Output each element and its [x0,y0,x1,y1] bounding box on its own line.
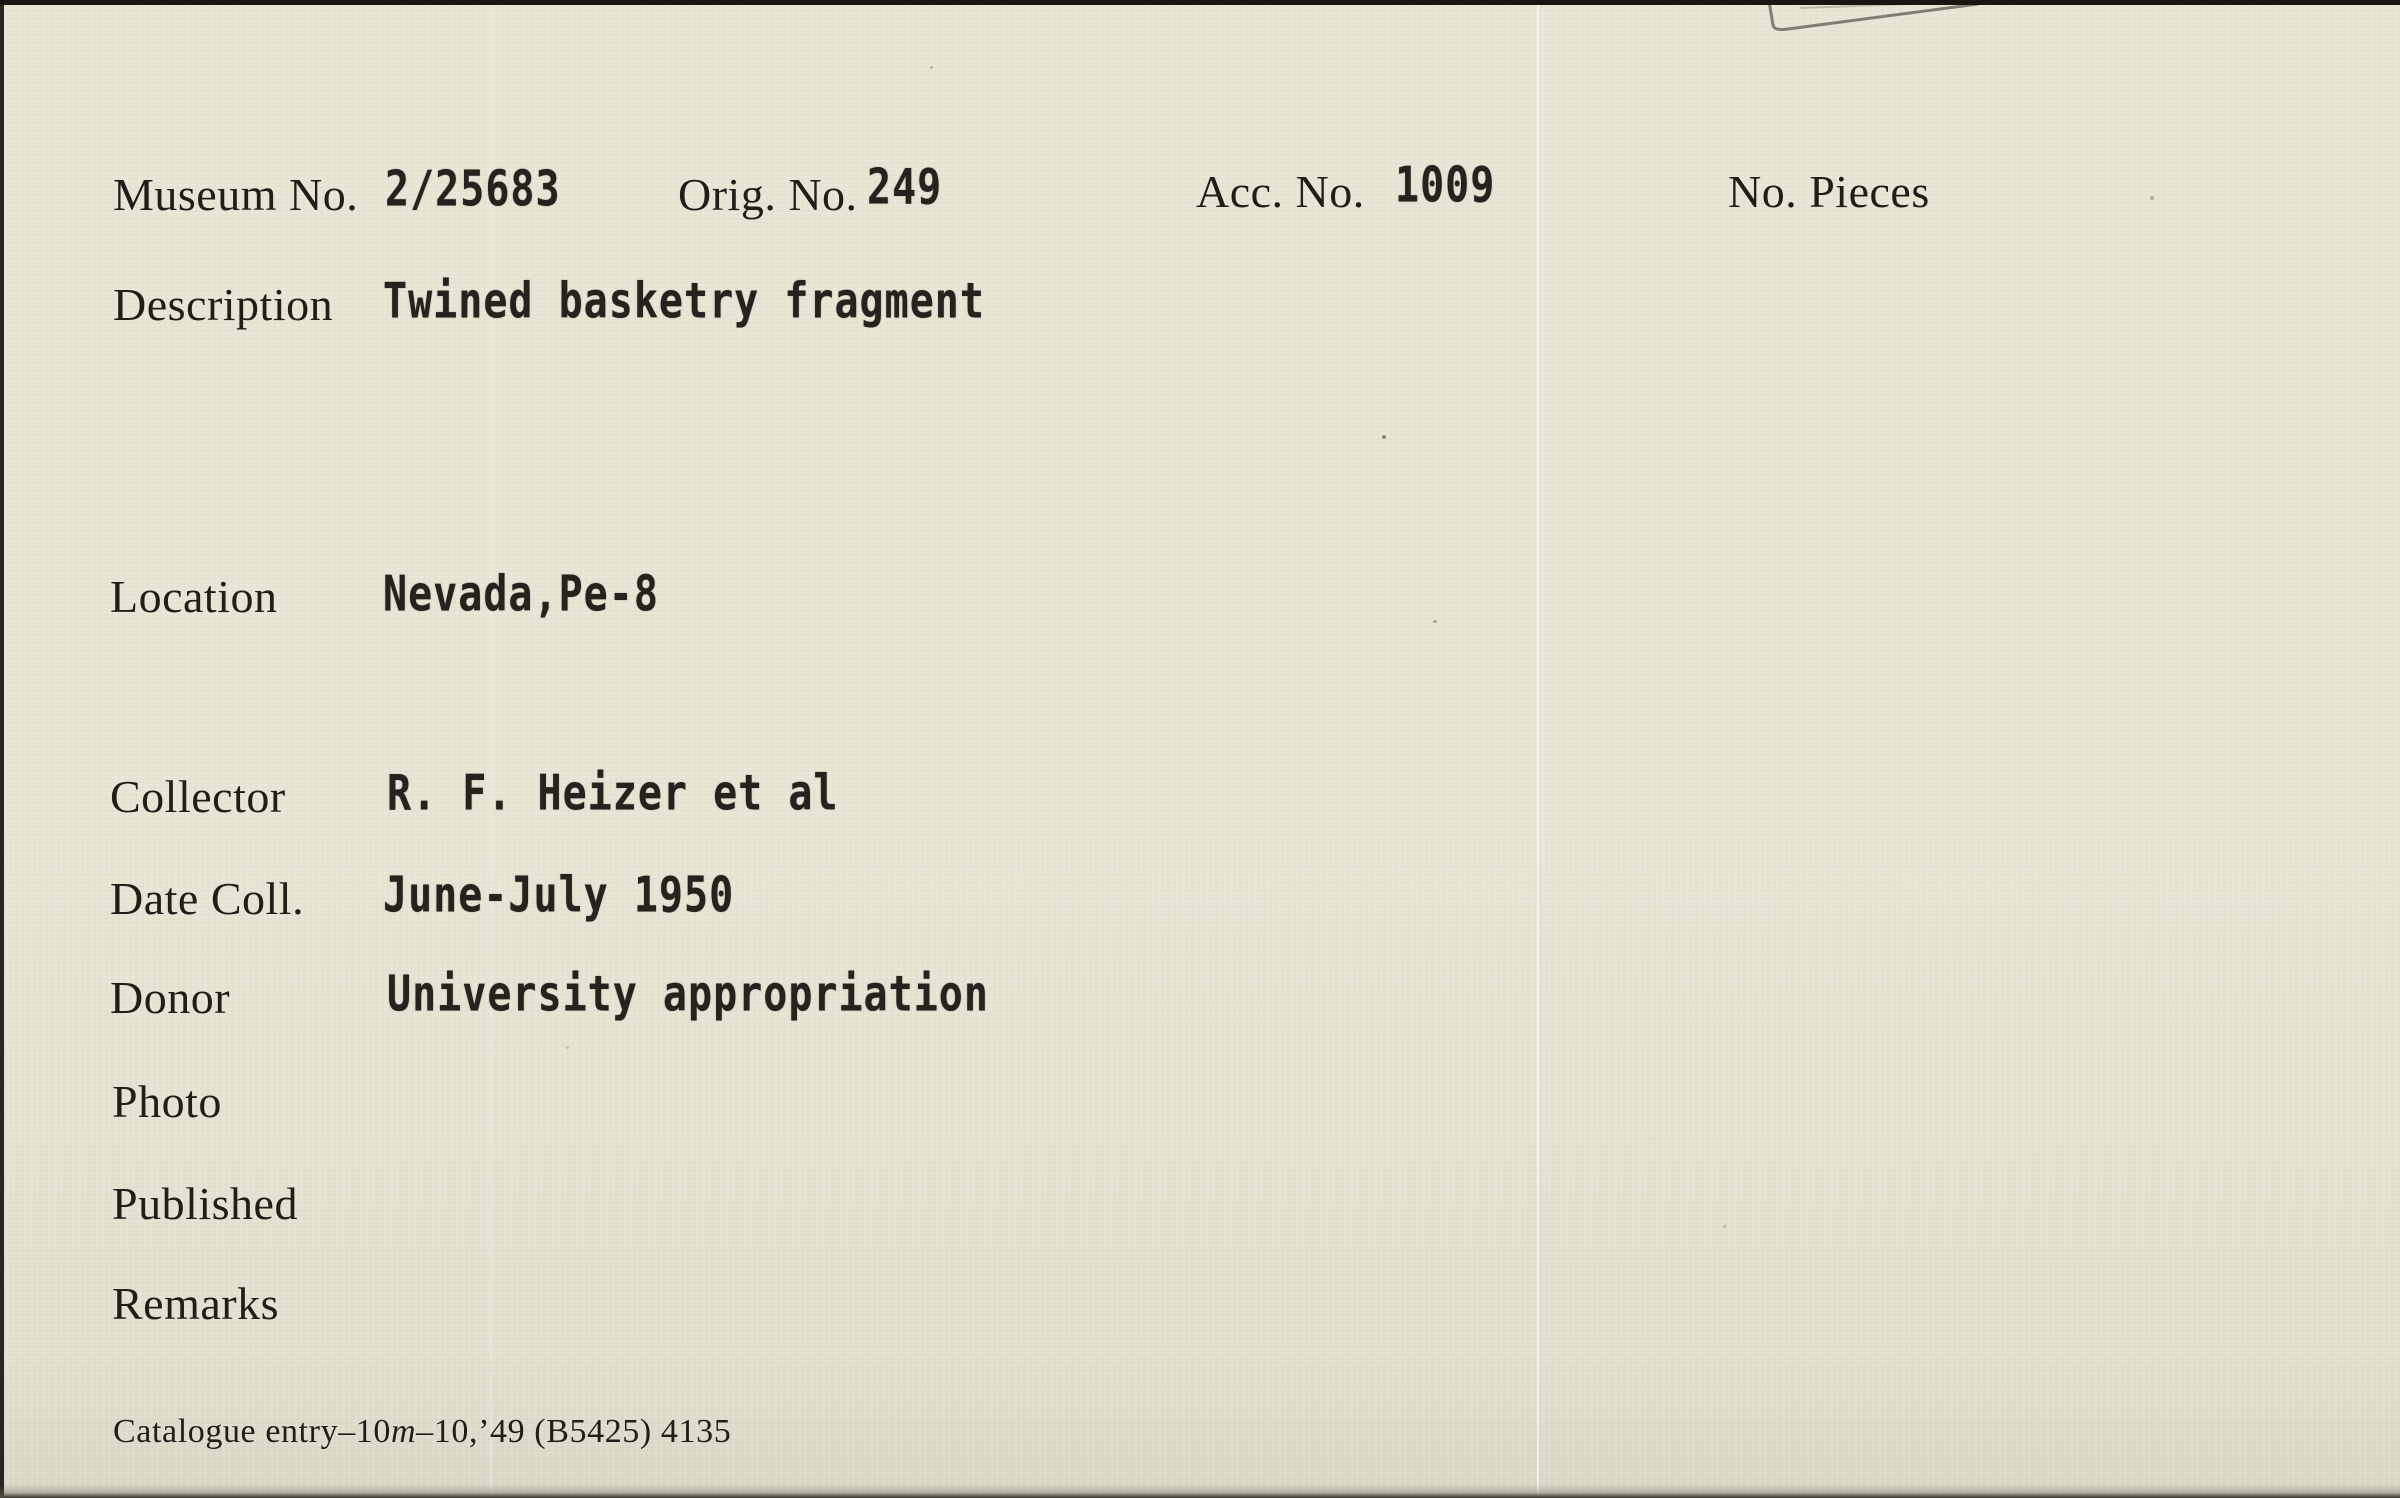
scan-fold-line [490,0,492,1498]
dust-speck [1723,1225,1726,1228]
dust-speck [566,1046,569,1049]
photo-label: Photo [112,1076,222,1127]
date-coll-label: Date Coll. [110,873,305,924]
pencil-mark [0,0,2400,60]
description-value: Twined basketry fragment [383,273,985,330]
donor-value: University appropriation [387,966,989,1023]
acc-no-label: Acc. No. [1196,166,1365,217]
dust-speck [930,66,933,69]
collector-value: R. F. Heizer et al [387,765,839,822]
museum-no-value: 2/25683 [385,161,561,218]
scan-fold-line [1537,0,1539,1498]
imprint-prefix: Catalogue entry–10 [113,1413,392,1450]
location-label: Location [110,571,278,622]
location-value: Nevada,Pe-8 [383,566,659,623]
description-label: Description [113,279,334,330]
collector-label: Collector [110,771,286,822]
orig-no-value: 249 [867,159,943,216]
scan-edge-bottom [0,1484,2400,1498]
date-coll-value: June-July 1950 [383,867,735,924]
published-label: Published [112,1178,298,1229]
scan-edge-left [0,0,4,1498]
no-pieces-label: No. Pieces [1728,166,1930,217]
dust-speck [2150,196,2154,200]
orig-no-label: Orig. No. [678,169,858,220]
acc-no-value: 1009 [1395,157,1496,214]
dust-speck [1433,620,1437,623]
catalogue-entry-imprint [113,1415,731,1449]
museum-no-label: Museum No. [113,169,359,220]
scan-edge-top [0,0,2400,5]
dust-speck [1382,435,1386,439]
imprint-suffix: –10,’49 (B5425) 4135 [416,1413,732,1450]
remarks-label: Remarks [112,1278,280,1329]
imprint-italic-m: m [391,1413,417,1450]
donor-label: Donor [110,972,231,1023]
